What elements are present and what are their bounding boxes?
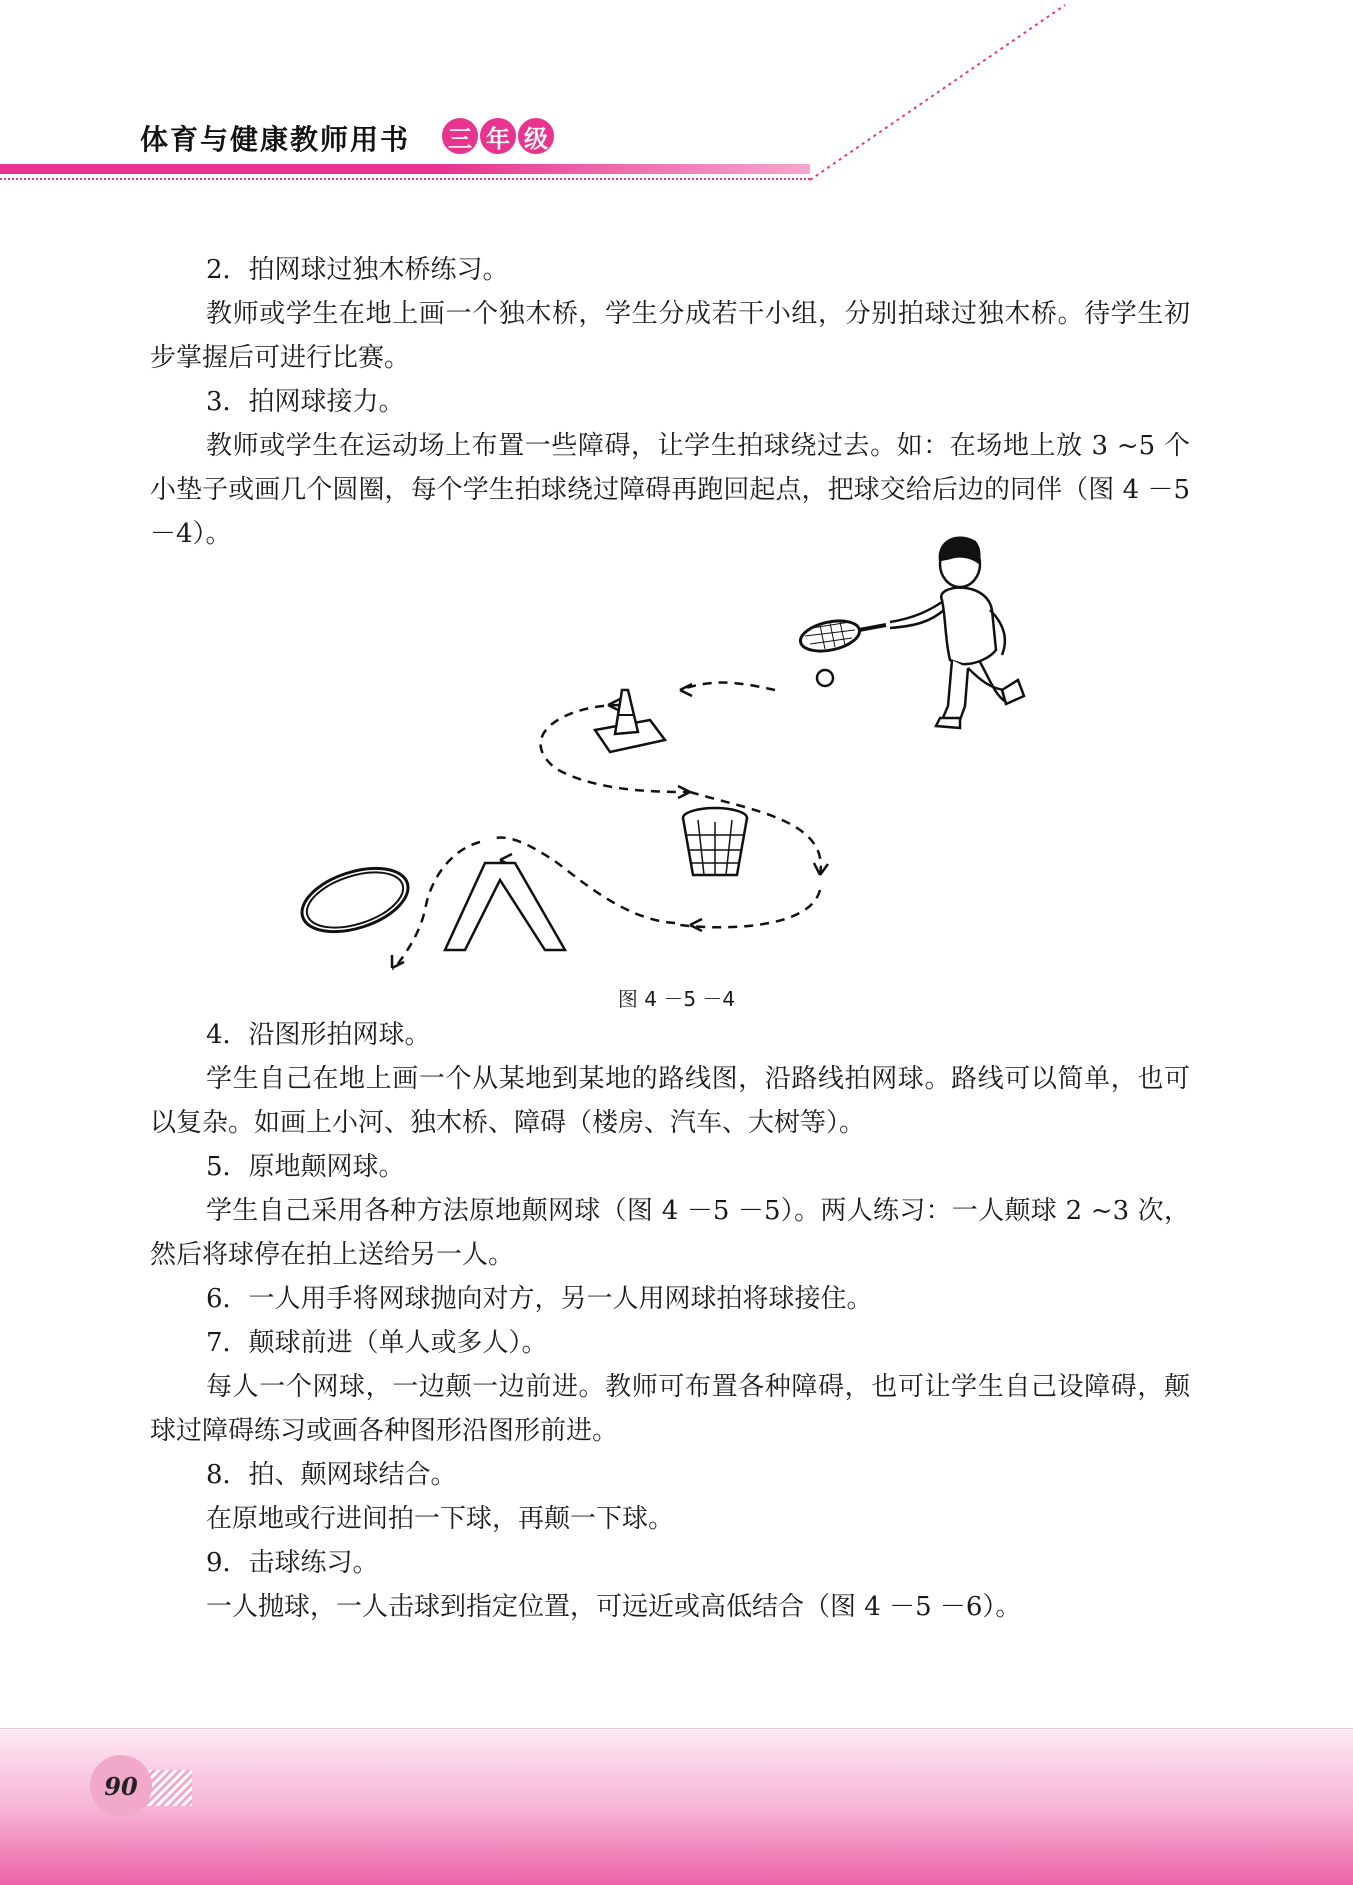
route-arrow-1 <box>680 684 692 696</box>
route-segment-top <box>680 683 775 691</box>
header-diagonal-line <box>810 5 1065 180</box>
grade-badge-3: 级 <box>516 116 556 156</box>
grade-badge-2: 年 <box>478 116 518 156</box>
cone-icon <box>595 690 665 752</box>
page-number: 90 <box>90 1755 152 1817</box>
route-segment-bottom <box>680 890 820 927</box>
tent-marker-icon <box>445 863 565 950</box>
paragraph: 8．拍、颠网球结合。 <box>206 1460 457 1490</box>
paragraph: 4．沿图形拍网球。 <box>206 1020 431 1050</box>
footer-band <box>0 1730 1353 1885</box>
paragraph: 3．拍网球接力。 <box>206 387 405 417</box>
paragraph: 每人一个网球，一边颠一边前进。教师可布置各种障碍，也可让学生自己设障碍，颠球过障碍练习或画各种图形沿图形前进。 <box>150 1372 1190 1446</box>
paragraph: 在原地或行进间拍一下球，再颠一下球。 <box>206 1504 675 1534</box>
figure-caption: 图 4 －5 －4 <box>617 987 736 1011</box>
figure-illustration <box>290 530 1050 970</box>
paragraph: 教师或学生在地上画一个独木桥，学生分成若干小组，分别拍球过独木桥。待学生初步掌握后可进行比赛。 <box>150 299 1190 373</box>
paragraph: 学生自己采用各种方法原地颠网球（图 4 －5 －5）。两人练习：一人颠球 2 ~3 次，然后将球停在拍上送给另一人。 <box>150 1196 1190 1270</box>
paragraph: 一人抛球，一人击球到指定位置，可远近或高低结合（图 4 －5 －6）。 <box>206 1592 1022 1622</box>
paragraph: 学生自己在地上画一个从某地到某地的路线图，沿路线拍网球。路线可以简单，也可以复杂。如画上小河、独木桥、障碍（楼房、汽车、大树等）。 <box>150 1064 1190 1138</box>
body-text-top <box>150 248 1190 556</box>
paragraph: 7．颠球前进（单人或多人）。 <box>206 1328 548 1358</box>
route-arrow-5 <box>690 919 702 931</box>
header-dotted-line <box>0 178 810 180</box>
paragraph: 9．击球练习。 <box>206 1548 379 1578</box>
racket-icon <box>798 616 886 656</box>
paragraph: 5．原地颠网球。 <box>206 1152 405 1182</box>
hoop-icon <box>294 856 416 943</box>
book-title: 体育与健康教师用书 <box>140 123 411 156</box>
grade-badge-1: 三 <box>440 116 480 156</box>
paragraph: 2．拍网球过独木桥练习。 <box>206 255 509 285</box>
ball-icon <box>817 670 833 686</box>
tennis-player-icon <box>890 538 1024 728</box>
header-bar <box>0 164 810 174</box>
body-text-bottom <box>150 1013 1190 1629</box>
paragraph: 6．一人用手将网球抛向对方，另一人用网球拍将球接住。 <box>206 1284 873 1314</box>
basket-icon <box>683 808 747 875</box>
footer-line <box>0 1728 1353 1729</box>
grade-badges <box>440 116 554 156</box>
paragraph: 教师或学生在运动场上布置一些障碍，让学生拍球绕过去。如：在场地上放 3 ~5 个小垫子或画几个圆圈，每个学生拍球绕过障碍再跑回起点，把球交给后边的同伴（图 4 －5 －4）。 <box>150 431 1190 549</box>
